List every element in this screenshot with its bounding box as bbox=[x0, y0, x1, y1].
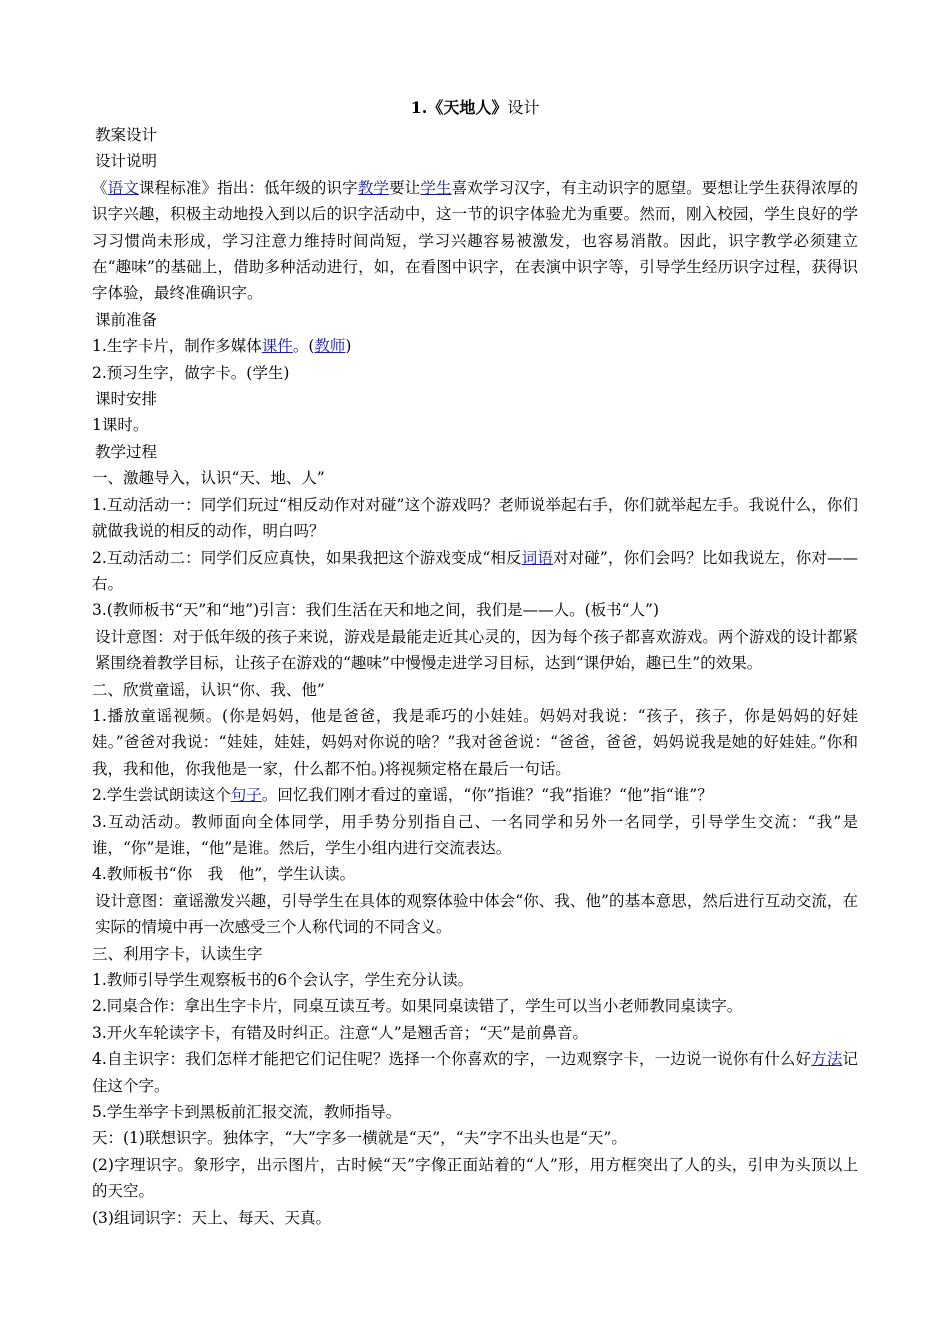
paragraph: 1课时。 bbox=[92, 416, 149, 435]
character-note: (2)字理识字。象形字，出示图片，古时候“天”字像正面站着的“人”形，用方框突出了人的头，引申为头顶以上的天空。 bbox=[92, 1155, 858, 1201]
list-item: 4.教师板书“你 我 他”，学生认读。 bbox=[92, 865, 356, 884]
link-jiaoxue[interactable]: 教学 bbox=[357, 178, 390, 197]
section-heading: 设计说明 bbox=[95, 152, 158, 171]
text-run: 《 bbox=[92, 178, 108, 197]
link-juzi[interactable]: 句子 bbox=[230, 786, 262, 805]
title-bold: 1.《天地人》 bbox=[410, 98, 508, 117]
list-item bbox=[92, 1046, 858, 1099]
design-description bbox=[92, 175, 858, 307]
link-kejian[interactable]: 课件 bbox=[261, 337, 293, 356]
list-item: 5.学生举字卡到黑板前汇报交流，教师指导。 bbox=[92, 1103, 402, 1122]
link-yuwen[interactable]: 语文 bbox=[107, 178, 139, 197]
list-item: 3.(教师板书“天”和“地”)引言：我们生活在天和地之间，我们是——人。(板书“人”) bbox=[92, 601, 660, 620]
section-heading: 教学过程 bbox=[95, 442, 158, 461]
text-run: 记住这个字。 bbox=[92, 1050, 858, 1095]
list-item: 1.教师引导学生观察板书的6个会认字，学生充分认读。 bbox=[92, 971, 474, 989]
text-run: 对对碰”，你们会吗？比如我说左，你对——右。 bbox=[92, 548, 858, 593]
list-item: 3.互动活动。教师面向全体同学，用手势分别指自己、一名同学和另外一名同学，引导学生交流：“我”是谁，“你”是谁，“他”是谁。然后，学生小组内进行交流表达。 bbox=[92, 812, 858, 857]
subsection-heading: 三、利用字卡，认读生字 bbox=[92, 944, 263, 963]
text-run: 要让 bbox=[389, 178, 421, 197]
design-intent: 设计意图：对于低年级的孩子来说，游戏是最能走近其心灵的，因为每个孩子都喜欢游戏。两个游戏的设计都紧紧围绕着教学目标，让孩子在游戏的“趣味”中慢慢走进学习目标，达到“课伊始，趣已生”的效果。 bbox=[95, 627, 858, 673]
list-item: 2.预习生字，做字卡。(学生) bbox=[92, 363, 290, 382]
link-fangfa[interactable]: 方法 bbox=[811, 1050, 843, 1069]
text-run: 2.互动活动二：同学们反应真快，如果我把这个游戏变成“相反 bbox=[92, 548, 522, 567]
list-item bbox=[92, 545, 858, 598]
text-run: 课程标准》指出：低年级的识字 bbox=[138, 178, 358, 197]
text-run: 4.自主识字：我们怎样才能把它们记住呢？选择一个你喜欢的字，一边观察字卡，一边说一说你有什么好 bbox=[92, 1050, 812, 1069]
character-note: 天：(1)联想识字。独体字，“大”字多一横就是“天”，“夫”字不出头也是“天”。 bbox=[92, 1129, 627, 1148]
subsection-heading: 二、欣赏童谣，认识“你、我、他” bbox=[92, 680, 325, 699]
design-intent: 设计意图：童谣激发兴趣，引导学生在具体的观察体验中体会“你、我、他”的基本意思，然后进行互动交流，在实际的情境中再一次感受三个人称代词的不同含义。 bbox=[95, 891, 858, 937]
text-run: ) bbox=[345, 337, 352, 356]
link-ciyu[interactable]: 词语 bbox=[521, 548, 553, 567]
text-run: 1.生字卡片，制作多媒体 bbox=[92, 337, 262, 356]
text-run: 2.学生尝试朗读这个 bbox=[92, 786, 231, 805]
document-body bbox=[92, 94, 858, 1231]
list-item: 1.播放童谣视频。(你是妈妈，他是爸爸，我是乖巧的小娃娃。妈妈对我说：“孩子，孩子，你是妈妈的好娃娃。”爸爸对我说：“娃娃，娃娃，妈妈对你说的啥？”我对爸爸说：“爸爸，爸爸，妈妈说我是她的好娃娃。”你和我，我和他，你我他是一家，什么都不怕。)将视频定格在最后一句话。 bbox=[92, 706, 858, 778]
section-heading: 课前准备 bbox=[95, 310, 158, 329]
list-item bbox=[92, 782, 858, 808]
list-item bbox=[92, 333, 858, 359]
text-run: 。回忆我们刚才看过的童谣，“你”指谁？“我”指谁？“他”指“谁”？ bbox=[261, 786, 713, 805]
text-run: 喜欢学习汉字，有主动识字的愿望。要想让学生获得浓厚的识字兴趣，积极主动地投入到以后的识字活动中，这一节的识字体验尤为重要。然而，刚入校园，学生良好的学习习惯尚未形成，学习注意力维持时间尚短，学习兴趣容易被激发，也容易消散。因此，识字教学必须建立在“趣味”的基础上，借助多种活动进行，如，在看图中识字，在表演中识字等，引导学生经历识字过程，获得识字体验，最终准确识字。 bbox=[92, 178, 858, 303]
link-xuesheng[interactable]: 学生 bbox=[420, 178, 452, 197]
link-jiaoshi[interactable]: 教师 bbox=[314, 337, 346, 356]
subsection-heading: 一、激趣导入，认识“天、地、人” bbox=[92, 469, 325, 488]
page-title bbox=[92, 94, 858, 122]
character-note: (3)组词识字：天上、每天、天真。 bbox=[92, 1208, 331, 1227]
section-heading: 教案设计 bbox=[95, 126, 158, 144]
list-item: 1.互动活动一：同学们玩过“相反动作对对碰”这个游戏吗？老师说举起右手，你们就举起左手。我说什么，你们就做我说的相反的动作，明白吗？ bbox=[92, 495, 858, 541]
list-item: 3.开火车轮读字卡，有错及时纠正。注意“人”是翘舌音；“天”是前鼻音。 bbox=[92, 1023, 588, 1042]
title-suffix: 设计 bbox=[507, 98, 540, 117]
section-heading: 课时安排 bbox=[95, 390, 158, 409]
list-item: 2.同桌合作：拿出生字卡片，同桌互读互考。如果同桌读错了，学生可以当小老师教同桌读字。 bbox=[92, 997, 743, 1016]
text-run: 。( bbox=[292, 337, 315, 356]
